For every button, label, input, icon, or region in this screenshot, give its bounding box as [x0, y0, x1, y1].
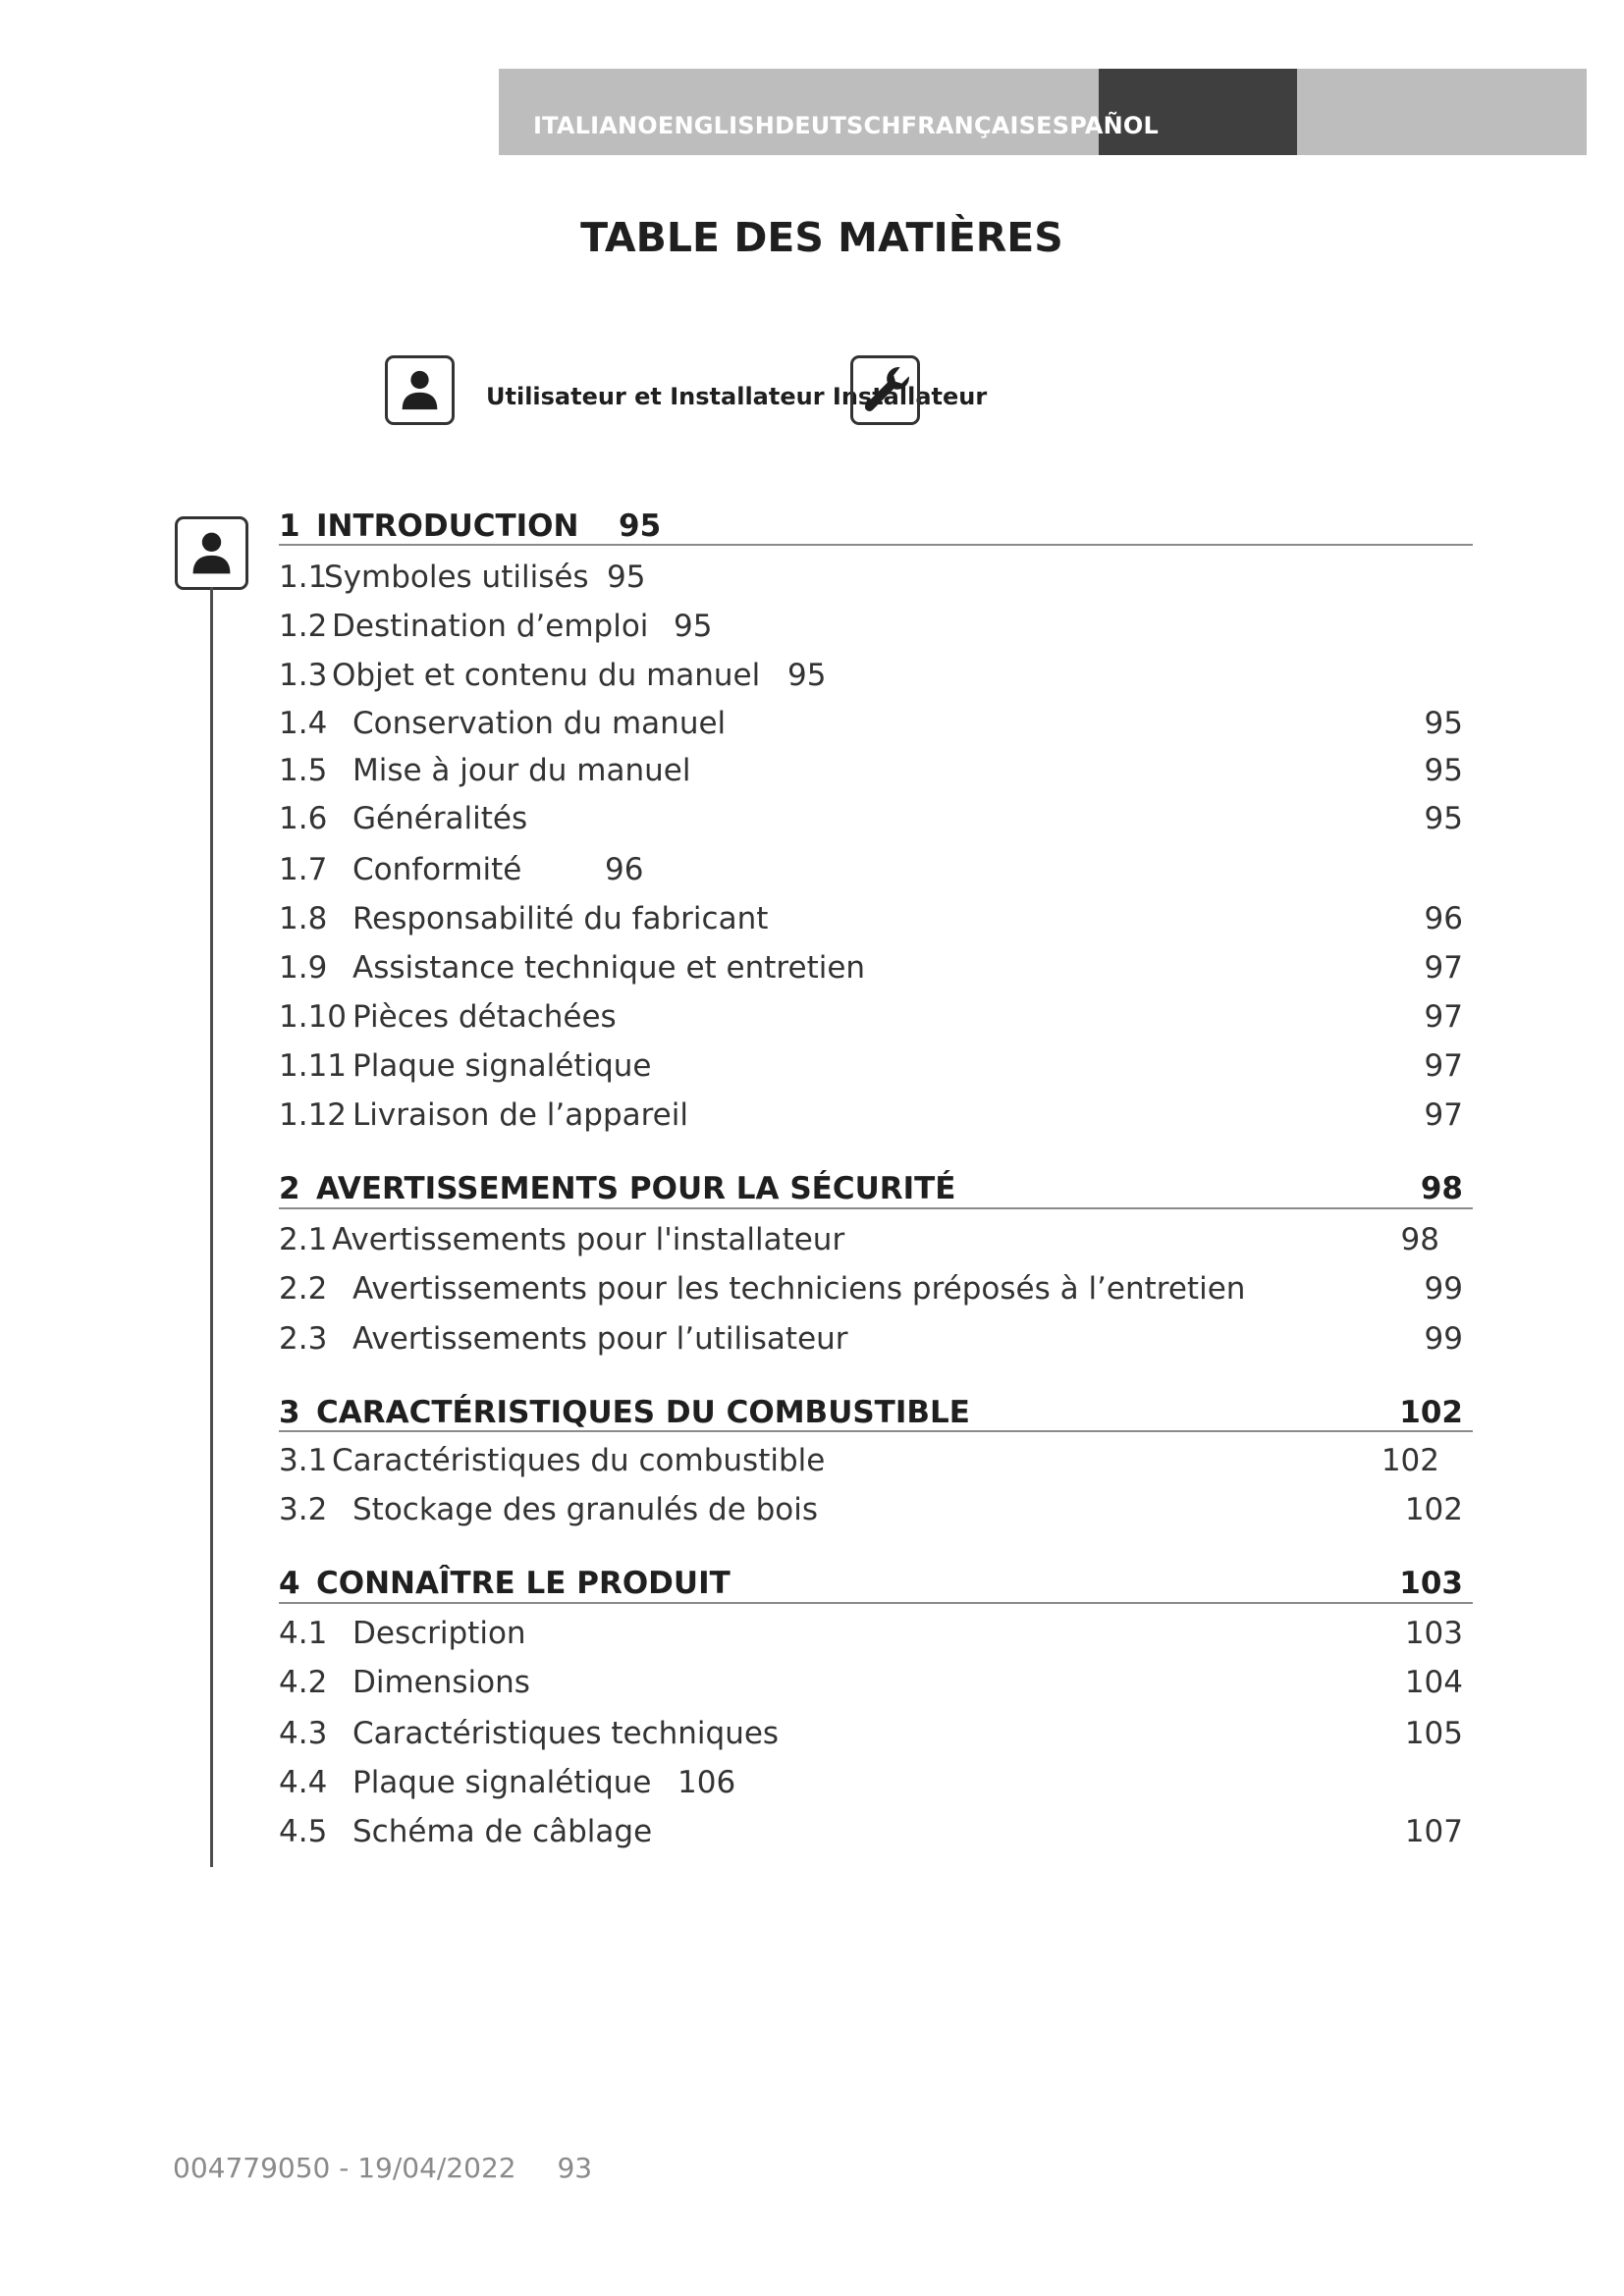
- toc-page-number: 98: [1400, 1222, 1439, 1257]
- legend-text: Utilisateur et Installateur Installateur: [486, 383, 988, 410]
- toc-page-number: 105: [1404, 1716, 1463, 1751]
- toc-page-number: 102: [1380, 1443, 1439, 1478]
- toc-page-number: 95: [1424, 753, 1463, 788]
- page-title: TABLE DES MATIÈRES: [580, 214, 1063, 261]
- toc-page-number: 107: [1404, 1814, 1463, 1849]
- user-icon: [385, 355, 455, 425]
- section-rule: [279, 1602, 1473, 1604]
- toc-page-number: 97: [1424, 1048, 1463, 1084]
- section-rule: [279, 1207, 1473, 1209]
- toc-page-number: 99: [1424, 1321, 1463, 1357]
- toc-page-number: 97: [1424, 950, 1463, 986]
- toc-page-number: 97: [1424, 1097, 1463, 1133]
- section-page-number: 103: [1399, 1566, 1463, 1601]
- section-rule: [279, 1430, 1473, 1432]
- toc-page-number: 95: [1424, 801, 1463, 836]
- section-page-number: 102: [1399, 1395, 1463, 1430]
- toc-page-number: 97: [1424, 999, 1463, 1035]
- toc-page-number: 99: [1424, 1271, 1463, 1307]
- section-page-number: 98: [1420, 1171, 1463, 1206]
- toc-page-number: 95: [1424, 706, 1463, 741]
- toc-page-number: 102: [1404, 1492, 1463, 1527]
- footer-code: 004779050 - 19/04/2022: [173, 2152, 516, 2184]
- footer-page-number: 93: [557, 2152, 593, 2184]
- footer: [173, 2152, 592, 2184]
- toc-page-number: 103: [1404, 1616, 1463, 1651]
- user-icon: [175, 516, 248, 590]
- wrench-icon: [850, 355, 920, 425]
- vertical-rule: [210, 587, 213, 1867]
- section-rule: [279, 544, 1473, 546]
- toc-page-number: 96: [1424, 901, 1463, 936]
- toc-page-number: 104: [1404, 1665, 1463, 1700]
- language-list: ITALIANOENGLISHDEUTSCHFRANÇAISESPAÑOL: [533, 112, 1159, 139]
